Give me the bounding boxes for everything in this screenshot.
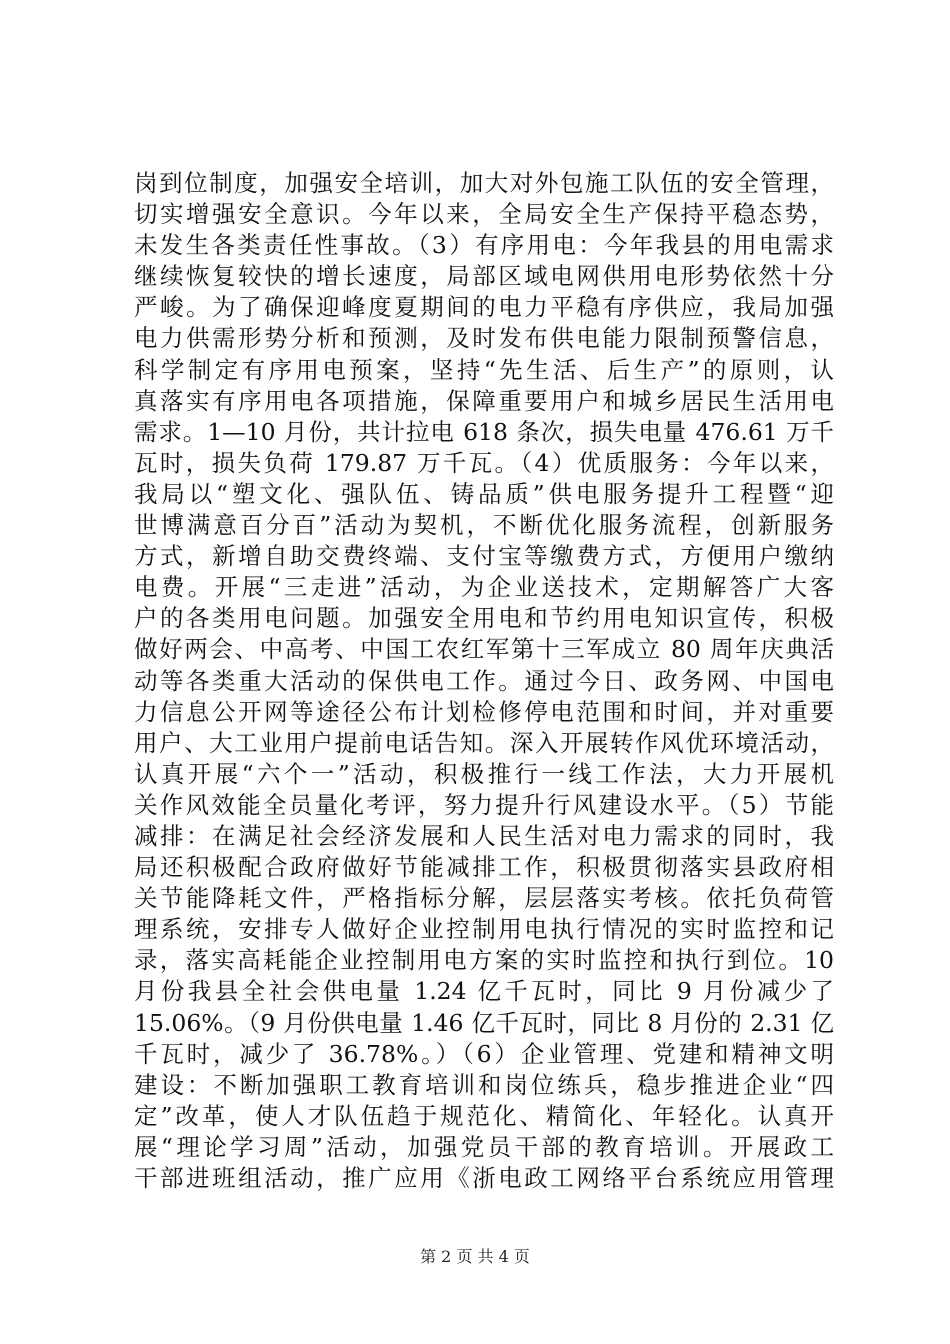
text-line: 减排：在满足社会经济发展和人民生活对电力需求的同时，我 [134, 821, 834, 850]
text-line: 千瓦时，减少了 36.78%。）（6）企业管理、党建和精神文明 [134, 1039, 834, 1068]
text-line: 电力供需形势分析和预测，及时发布供电能力限制预警信息， [134, 324, 834, 353]
text-line: 月份我县全社会供电量 1.24 亿千瓦时，同比 9 月份减少了 [134, 977, 834, 1006]
text-line: 关节能降耗文件，严格指标分解，层层落实考核。依托负荷管 [134, 884, 834, 913]
text-line: 建设：不断加强职工教育培训和岗位练兵，稳步推进企业“四 [134, 1070, 834, 1099]
text-line: 力信息公开网等途径公布计划检修停电范围和时间，并对重要 [134, 697, 834, 726]
text-line: 展“理论学习周”活动，加强党员干部的教育培训。开展政工 [134, 1132, 834, 1161]
text-line: 需求。1—10 月份，共计拉电 618 条次，损失电量 476.61 万千 [134, 417, 834, 446]
text-line: 录，落实高耗能企业控制用电方案的实时监控和执行到位。10 [134, 946, 834, 975]
text-line: 15.06%。（9 月份供电量 1.46 亿千瓦时，同比 8 月份的 2.31 亿 [134, 1008, 834, 1037]
text-line: 继续恢复较快的增长速度，局部区域电网供用电形势依然十分 [134, 262, 834, 291]
text-line: 电费。开展“三走进”活动，为企业送技术，定期解答广大客 [134, 573, 834, 602]
text-line: 用户、大工业用户提前电话告知。深入开展转作风优环境活动， [134, 728, 834, 757]
text-line: 严峻。为了确保迎峰度夏期间的电力平稳有序供应，我局加强 [134, 293, 834, 322]
text-line: 方式，新增自助交费终端、支付宝等缴费方式，方便用户缴纳 [134, 542, 834, 571]
text-line: 定”改革，使人才队伍趋于规范化、精简化、年轻化。认真开 [134, 1101, 834, 1130]
text-line: 局还积极配合政府做好节能减排工作，积极贯彻落实县政府相 [134, 853, 834, 882]
text-line: 未发生各类责任性事故。（3）有序用电：今年我县的用电需求 [134, 231, 834, 260]
text-line: 切实增强安全意识。今年以来，全局安全生产保持平稳态势， [134, 200, 834, 229]
text-line: 户的各类用电问题。加强安全用电和节约用电知识宣传，积极 [134, 604, 834, 633]
text-line: 世博满意百分百”活动为契机，不断优化服务流程，创新服务 [134, 511, 834, 540]
page-footer: 第 2 页 共 4 页 [420, 1247, 530, 1266]
text-line: 真落实有序用电各项措施，保障重要用户和城乡居民生活用电 [134, 386, 834, 415]
text-line: 岗到位制度，加强安全培训，加大对外包施工队伍的安全管理， [134, 169, 834, 197]
body-text [134, 168, 834, 1194]
text-line: 理系统，安排专人做好企业控制用电执行情况的实时监控和记 [134, 915, 834, 944]
text-line: 瓦时，损失负荷 179.87 万千瓦。（4）优质服务：今年以来， [134, 448, 834, 477]
text-line: 做好两会、中高考、中国工农红军第十三军成立 80 周年庆典活 [134, 635, 834, 664]
text-line: 关作风效能全员量化考评，努力提升行风建设水平。（5）节能 [134, 790, 834, 819]
text-line: 干部进班组活动，推广应用《浙电政工网络平台系统应用管理 [134, 1164, 834, 1192]
text-line: 我局以“塑文化、强队伍、铸品质”供电服务提升工程暨“迎 [134, 479, 834, 508]
text-line: 动等各类重大活动的保供电工作。通过今日、政务网、中国电 [134, 666, 834, 695]
text-line: 认真开展“六个一”活动，积极推行一线工作法，大力开展机 [134, 759, 834, 788]
text-line: 科学制定有序用电预案，坚持“先生活、后生产”的原则，认 [134, 355, 834, 384]
